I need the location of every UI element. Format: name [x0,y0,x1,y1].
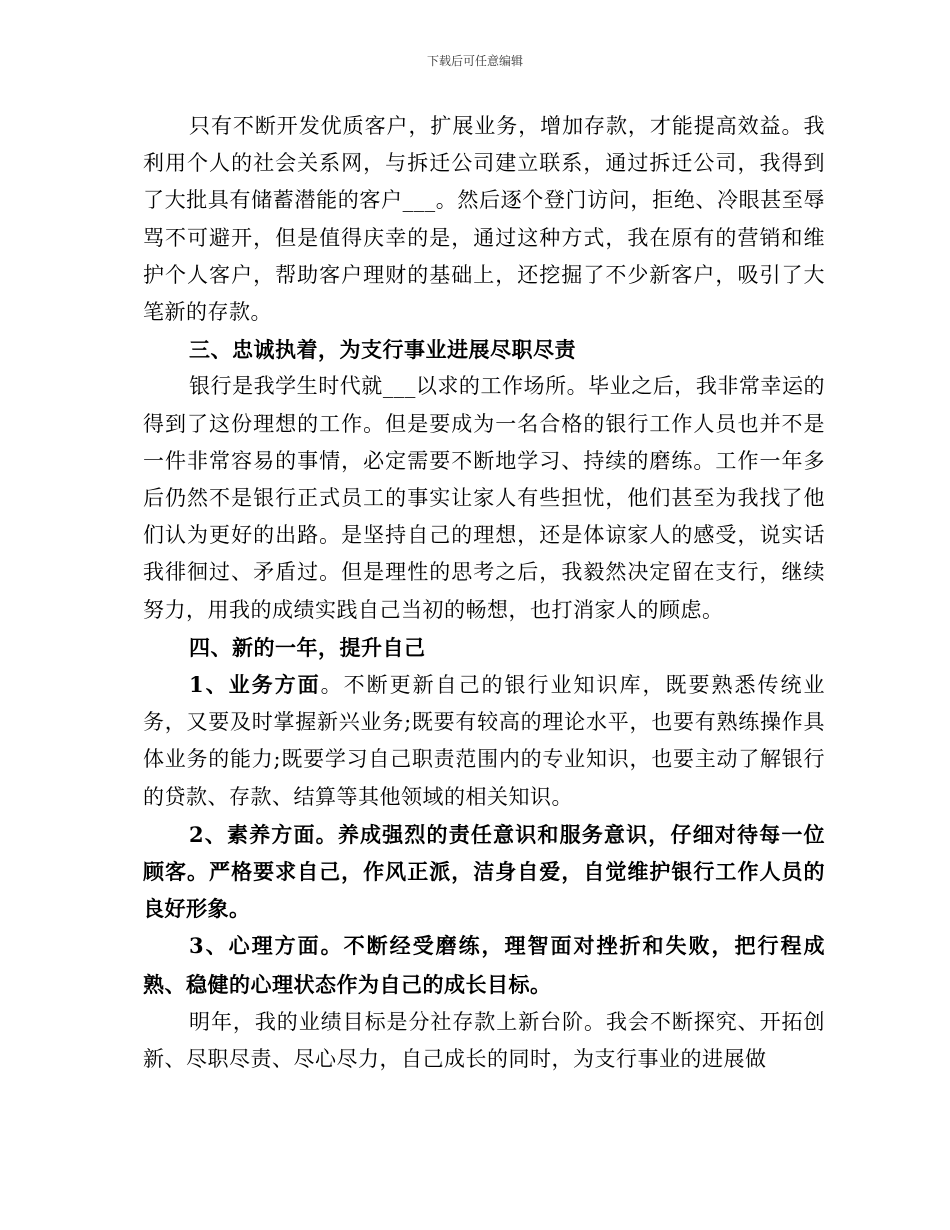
paragraph-next-year-goal: 明年，我的业绩目标是分社存款上新台阶。我会不断探究、开拓创新、尽职尽责、尽心尽力，自己成长的同时，为支行事业的进展做 [143,1009,825,1072]
section-heading-3: 三、忠诚执着，为支行事业进展尽职尽责 [189,337,576,363]
section-heading-4: 四、新的一年，提升自己 [189,634,426,660]
paragraph-customer-development: 只有不断开发优质客户，扩展业务，增加存款，才能提高效益。我利用个人的社会关系网，与拆迁公司建立联系，通过拆迁公司，我得到了大批具有储蓄潜能的客户___。然后逐个登门访问，拒绝、冷眼甚至辱骂不可避开，但是值得庆幸的是，通过这种方式，我在原有的营销和维护个人客户，帮助客户理财的基础上，还挖掘了不少新客户，吸引了大笔新的存款。 [143,114,825,325]
page-header: 下载后可任意编辑 [426,54,523,68]
document-body [143,108,825,1078]
item-lead-psychology: 3、心理方面 [189,933,321,959]
item-lead-business: 1、业务方面 [189,672,321,698]
paragraph-career-choice: 银行是我学生时代就___以求的工作场所。毕业之后，我非常幸运的得到了这份理想的工作。但是要成为一名合格的银行工作人员也并不是一件非常容易的事情，必定需要不断地学习、持续的磨练。工作一年多后仍然不是银行正式员工的事实让家人有些担忧，他们甚至为我找了他们认为更好的出路。是坚持自己的理想，还是体谅家人的感受，说实话我徘徊过、矛盾过。但是理性的思考之后，我毅然决定留在支行，继续努力，用我的成绩实践自己当初的畅想，也打消家人的顾虑。 [143,374,825,622]
paragraph-psychology-aspect [143,927,825,1003]
item-text-business: 。不断更新自己的银行业知识库，既要熟悉传统业务，又要及时掌握新兴业务;既要有较高的理论水平，也要有熟练操作具体业务的能力;既要学习自己职责范围内的专业知识，也要主动了解银行的贷款、存款、结算等其他领域的相关知识。 [143,673,825,809]
paragraph-business-aspect [143,666,825,816]
item-text-psychology: 。不断经受磨练，理智面对挫折和失败，把行程成熟、稳健的心理状态作为自己的成长目标。 [143,933,825,997]
paragraph-quality-aspect: 2、素养方面。养成强烈的责任意识和服务意识，仔细对待每一位顾客。严格要求自己，作风正派，洁身自爱，自觉维护银行工作人员的良好形象。 [143,821,825,922]
